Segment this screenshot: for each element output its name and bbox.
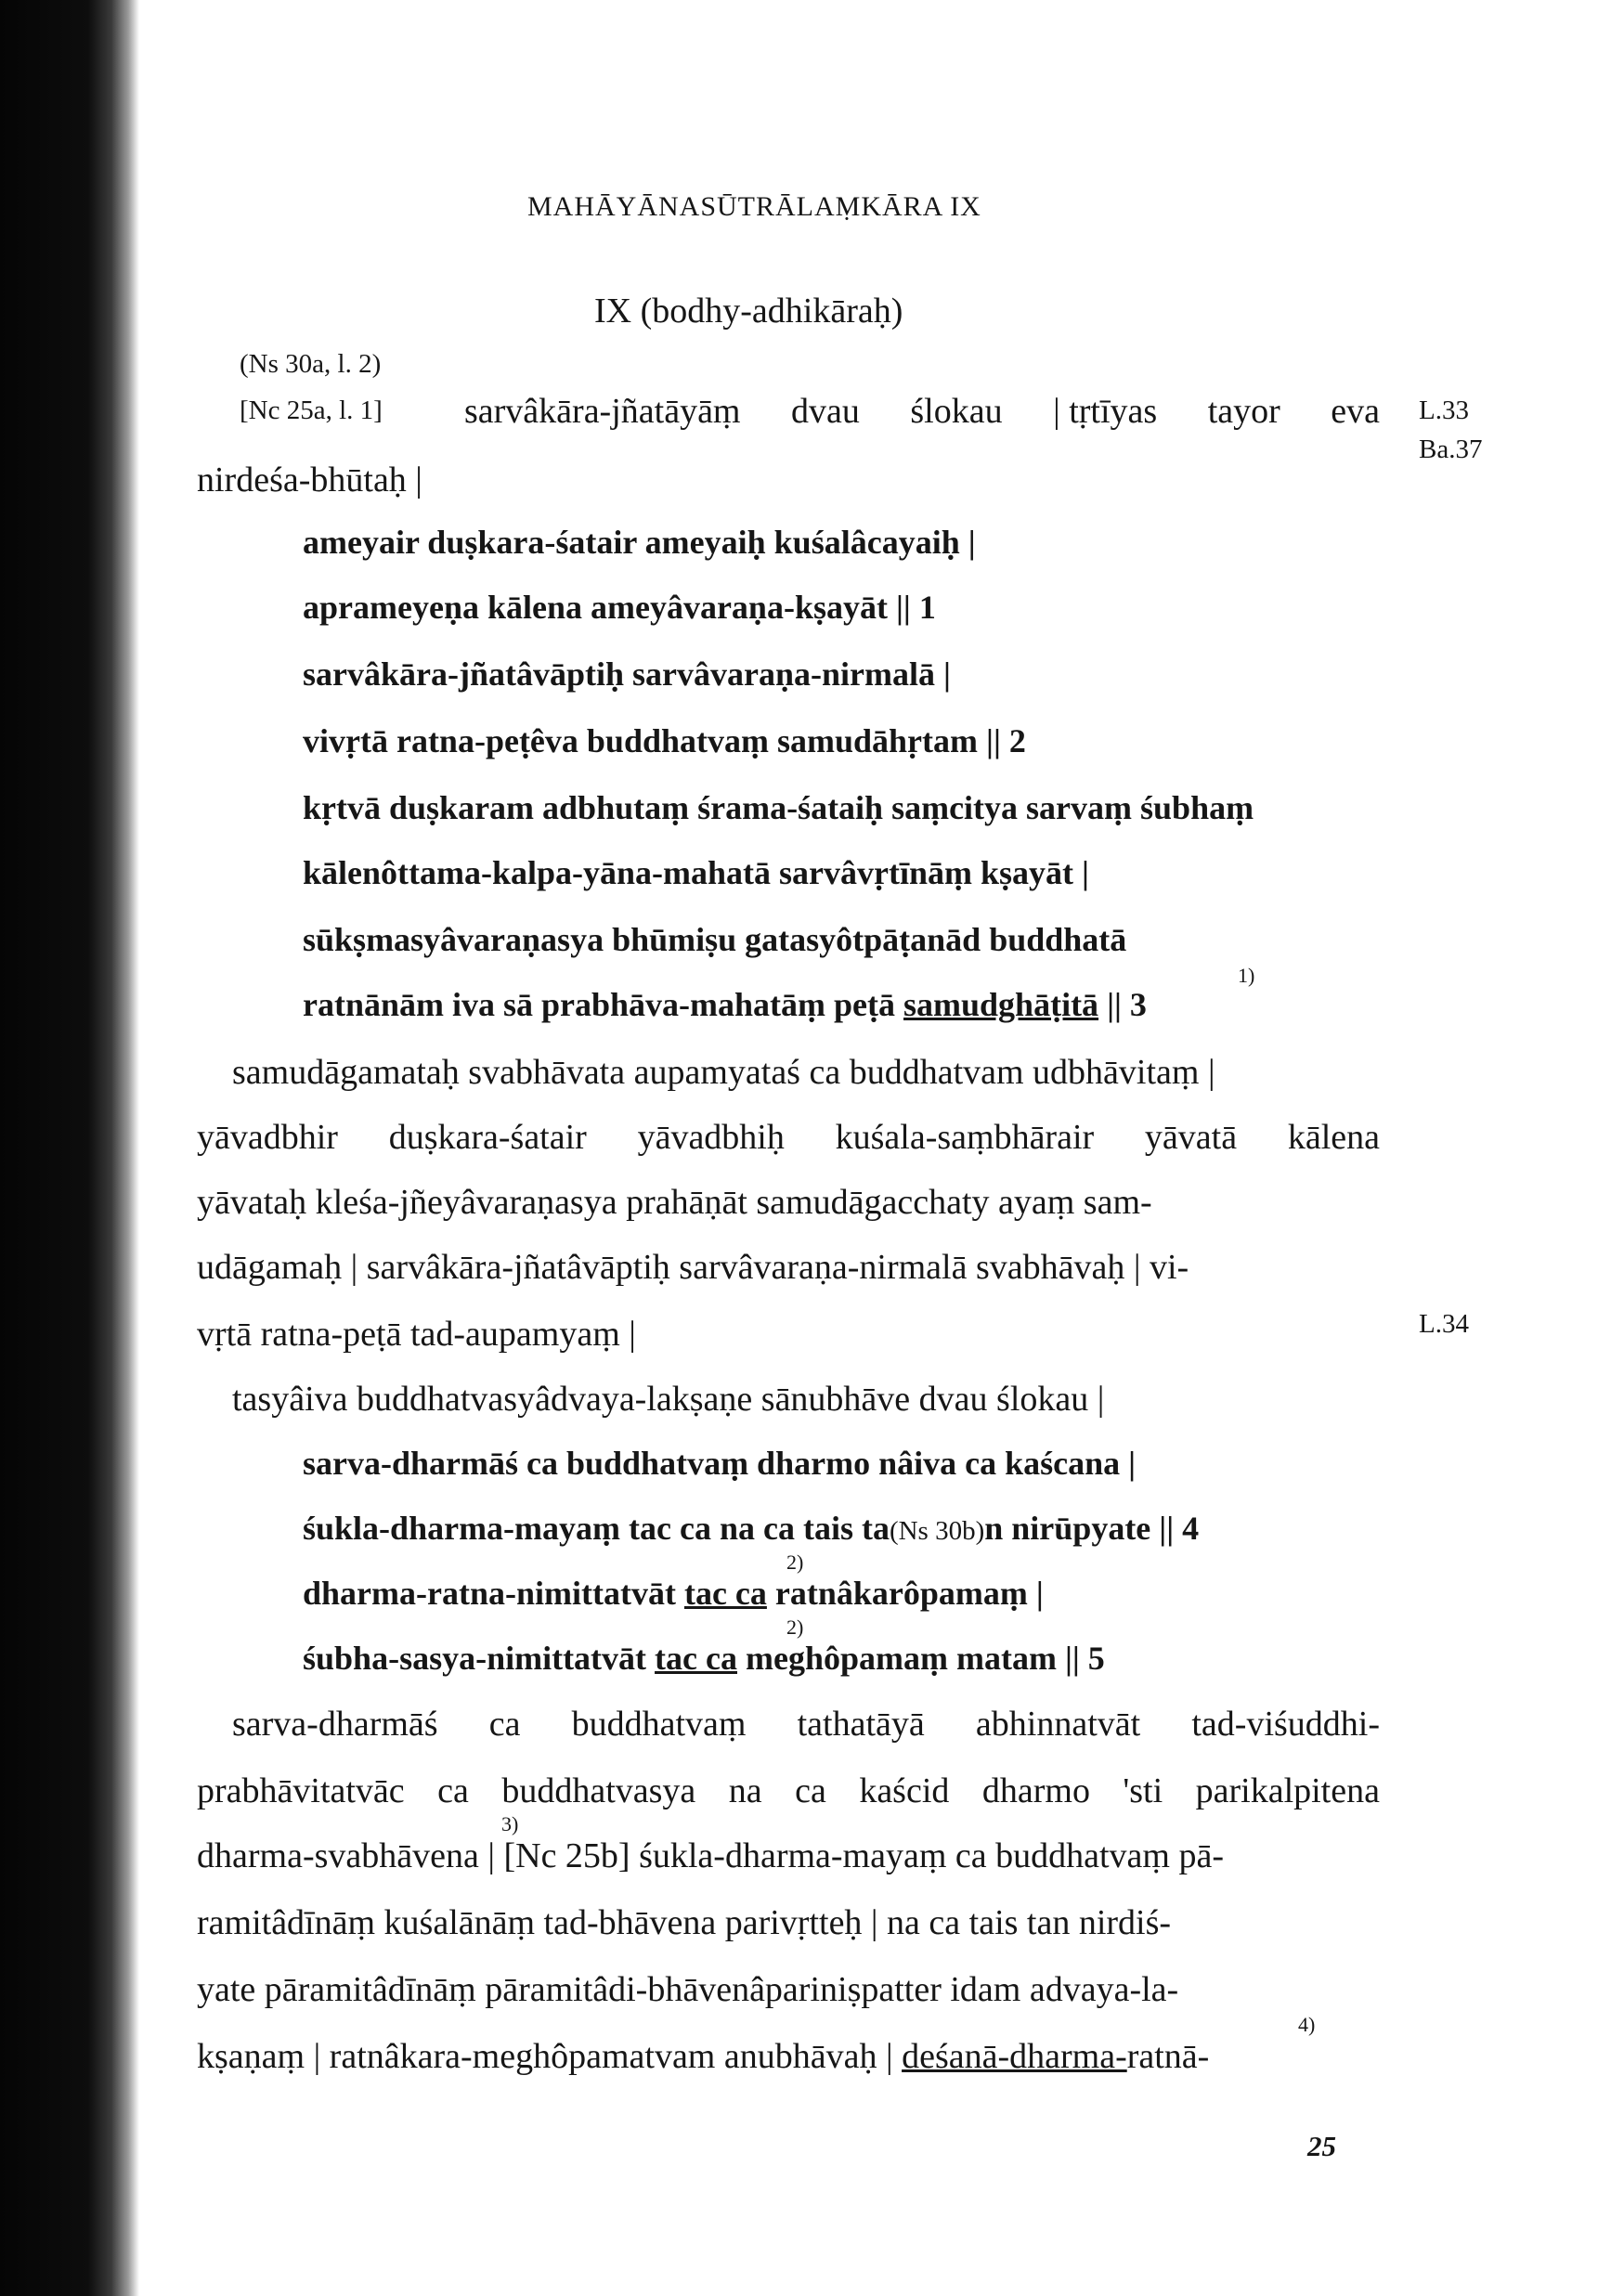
word: sarva-dharmāś xyxy=(232,1705,438,1744)
margin-note-ba37: Ba.37 xyxy=(1419,435,1483,464)
footnote-marker: 4) xyxy=(1298,2013,1316,2036)
ref-ns-30a: (Ns 30a, l. 2) xyxy=(240,349,382,379)
verse-text: meghôpamaṃ matam || 5 xyxy=(746,1640,1105,1677)
commentary-line xyxy=(197,1838,1224,1874)
commentary-text: ratnā- xyxy=(1126,2037,1210,2076)
commentary-text: kṣaṇaṃ | ratnâkara-meghôpamatvam anubhāvaḥ | xyxy=(197,2037,893,2076)
verse-text: śukla-dharma-mayaṃ tac ca na ca tais ta xyxy=(303,1510,890,1547)
commentary-text: | [Nc 25b] śukla-dharma-mayaṃ ca buddhatvaṃ pā- xyxy=(487,1836,1224,1875)
commentary-text: dharma-svabhāvena xyxy=(197,1836,479,1875)
verse-line xyxy=(303,1641,1105,1675)
verse-text: n nirūpyate || 4 xyxy=(984,1510,1200,1547)
verse-line: vivṛtā ratna-peṭêva buddhatvaṃ samudāhṛtam || 2 xyxy=(303,722,1026,759)
intro-line-2: tasyâiva buddhatvasyâdvaya-lakṣaṇe sānubhāve dvau ślokau | xyxy=(232,1380,1105,1419)
verse-text: śubha-sasya-nimittatvāt xyxy=(303,1640,647,1677)
underlined-phrase: deśanā-dharma- xyxy=(902,2037,1127,2076)
word: ca xyxy=(488,1705,521,1744)
intro-word: | tṛtīyas xyxy=(1053,392,1158,431)
underlined-word: samudghāṭitā xyxy=(903,986,1099,1023)
word: kālena xyxy=(1287,1118,1380,1157)
commentary-line: udāgamaḥ | sarvâkāra-jñatâvāptiḥ sarvâvaraṇa-nirmalā svabhāvaḥ | vi- xyxy=(197,1248,1189,1287)
verse-line-last xyxy=(303,988,1147,1021)
word: yāvadbhiḥ xyxy=(637,1118,785,1157)
commentary-line: yāvataḥ kleśa-jñeyâvaraṇasya prahāṇāt samudāgacchaty ayaṃ sam- xyxy=(197,1183,1152,1222)
word: kuśala-saṃbhārair xyxy=(835,1118,1095,1157)
inline-ref: (Ns 30b) xyxy=(889,1516,985,1546)
intro-line xyxy=(464,394,1380,429)
verse-line: kṛtvā duṣkaram adbhutaṃ śrama-śataiḥ saṃcitya sarvaṃ śubhaṃ xyxy=(303,789,1254,826)
book-spine-shadow xyxy=(0,0,139,2296)
verse-line: sarvâkāra-jñatâvāptiḥ sarvâvaraṇa-nirmalā | xyxy=(303,655,951,693)
word: duṣkara-śatair xyxy=(388,1118,587,1157)
word: na xyxy=(728,1771,762,1810)
footnote-marker: 3) xyxy=(501,1812,519,1836)
intro-word: eva xyxy=(1331,392,1380,431)
commentary-line: samudāgamataḥ svabhāvata aupamyataś ca buddhatvam udbhāvitaṃ | xyxy=(232,1053,1215,1092)
chapter-title: IX (bodhy-adhikāraḥ) xyxy=(594,292,903,331)
word: tad-viśuddhi- xyxy=(1191,1705,1380,1744)
footnote-marker: 2) xyxy=(786,1615,804,1639)
word: yāvadbhir xyxy=(197,1118,338,1157)
word: buddhatvaṃ xyxy=(571,1705,747,1744)
intro-word: tayor xyxy=(1207,392,1280,431)
verse-line: ameyair duṣkara-śatair ameyaiḥ kuśalâcayaiḥ | xyxy=(303,524,976,561)
verse-text: ratnānām iva sā prabhāva-mahatāṃ peṭā xyxy=(303,986,896,1023)
verse-line: sūkṣmasyâvaraṇasya bhūmiṣu gatasyôtpāṭanād buddhatā xyxy=(303,921,1127,958)
margin-note-l33: L.33 xyxy=(1419,396,1469,425)
intro-line-cont: nirdeśa-bhūtaḥ | xyxy=(197,460,422,499)
verse-line: kālenôttama-kalpa-yāna-mahatā sarvâvṛtīnāṃ kṣayāt | xyxy=(303,854,1089,891)
underlined-word: tac ca xyxy=(655,1640,737,1677)
running-header: MAHĀYĀNASŪTRĀLAṂKĀRA IX xyxy=(527,191,981,222)
word: 'sti xyxy=(1123,1771,1163,1810)
word: abhinnatvāt xyxy=(975,1705,1141,1744)
ref-nc-25a: [Nc 25a, l. 1] xyxy=(240,396,383,425)
intro-word: dvau xyxy=(791,392,860,431)
margin-note-l34: L.34 xyxy=(1419,1309,1469,1339)
intro-word: sarvâkāra-jñatāyāṃ xyxy=(464,392,741,431)
commentary-line xyxy=(197,1773,1380,1809)
intro-word: ślokau xyxy=(910,392,1003,431)
commentary-line xyxy=(232,1706,1380,1742)
commentary-line xyxy=(197,2039,1209,2074)
commentary-line: yate pāramitâdīnāṃ pāramitâdi-bhāvenâpariniṣpatter idam advaya-la- xyxy=(197,1970,1179,2009)
word: dharmo xyxy=(981,1771,1090,1810)
word: ca xyxy=(437,1771,469,1810)
underlined-word: tac ca xyxy=(683,1575,767,1612)
verse-line: sarva-dharmāś ca buddhatvaṃ dharmo nâiva ca kaścana | xyxy=(303,1445,1137,1482)
word: ca xyxy=(795,1771,826,1810)
commentary-line: vṛtā ratna-peṭā tad-aupamyaṃ | xyxy=(197,1315,636,1354)
verse-line xyxy=(303,1511,1199,1545)
verse-text: dharma-ratna-nimittatvāt xyxy=(303,1575,676,1612)
word: prabhāvitatvāc xyxy=(197,1771,405,1810)
word: kaścid xyxy=(859,1771,950,1810)
page-number: 25 xyxy=(1307,2130,1336,2162)
word: yāvatā xyxy=(1144,1118,1238,1157)
commentary-line: ramitâdīnāṃ kuśalānāṃ tad-bhāvena parivṛtteḥ | na ca tais tan nirdiś- xyxy=(197,1903,1172,1942)
word: tathatāyā xyxy=(797,1705,925,1744)
verse-line xyxy=(303,1576,1044,1610)
verse-line: aprameyeṇa kālena ameyâvaraṇa-kṣayāt || 1 xyxy=(303,589,936,626)
verse-end: || 3 xyxy=(1107,986,1147,1023)
commentary-line xyxy=(197,1120,1380,1155)
footnote-marker: 2) xyxy=(786,1550,804,1574)
footnote-marker: 1) xyxy=(1238,964,1255,987)
verse-text: ratnâkarôpamaṃ | xyxy=(774,1575,1044,1612)
word: parikalpitena xyxy=(1195,1771,1380,1810)
word: buddhatvasya xyxy=(501,1771,696,1810)
